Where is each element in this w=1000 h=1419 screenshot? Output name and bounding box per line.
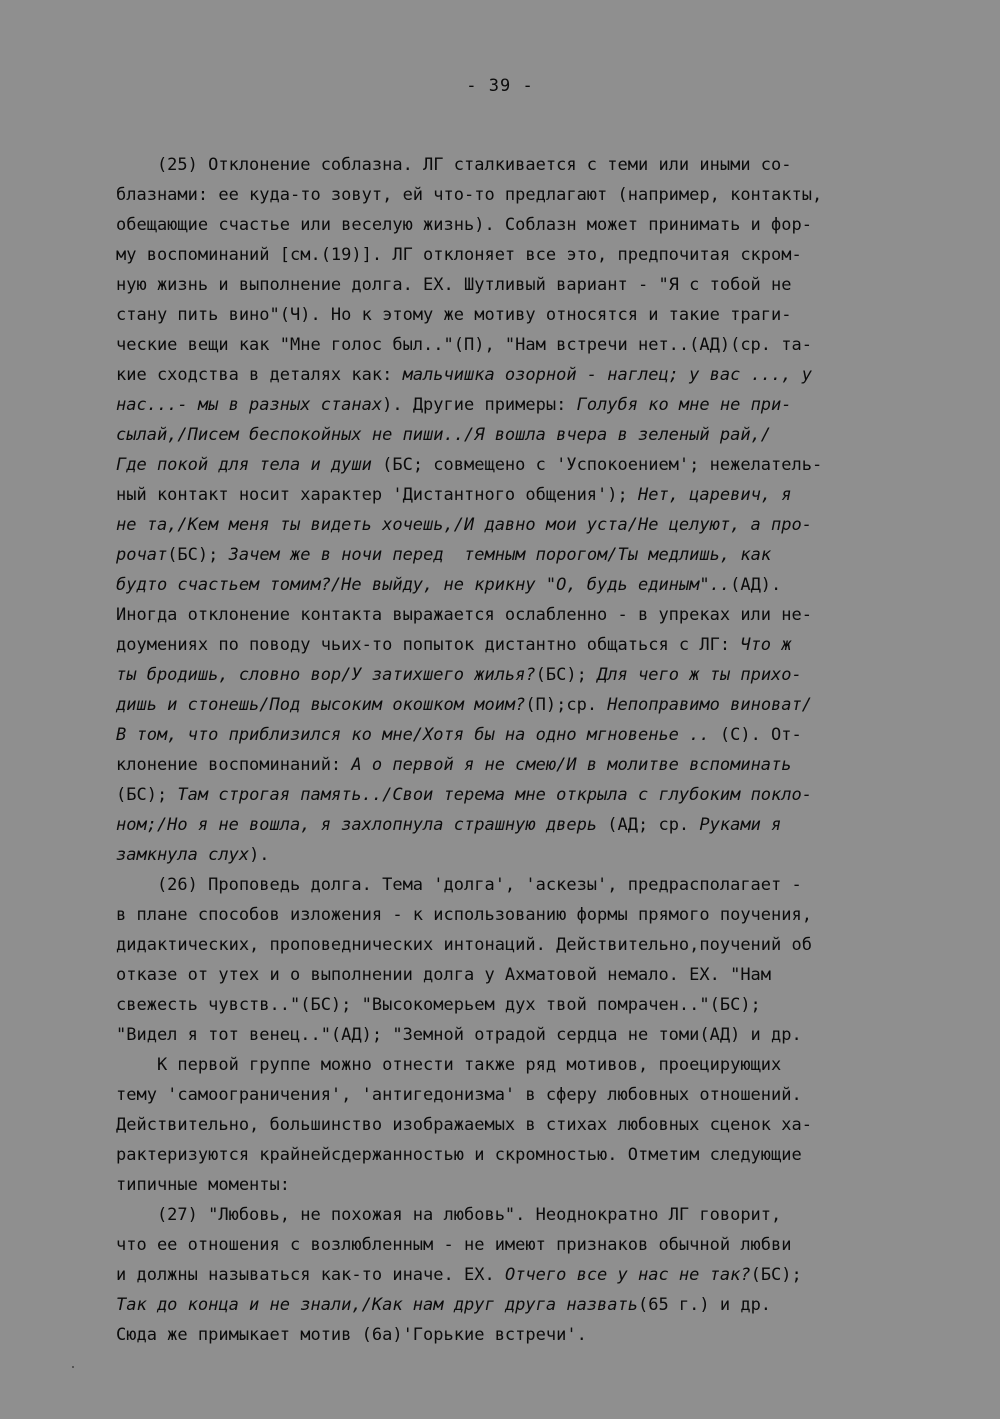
text-line [116, 1290, 931, 1320]
text-line [116, 540, 931, 570]
text-segment: му воспоминаний [см.(19)]. ЛГ отклоняет все это, предпочитая скром- [116, 245, 802, 265]
text-line [116, 600, 931, 630]
text-segment: дидактических, проповеднических интонаций. Действительно,поучений об [116, 935, 812, 955]
text-line [116, 510, 931, 540]
text-segment: свежесть чувств.."(БС); "Высокомерьем дух твой помрачен.."(БС); [116, 995, 761, 1015]
text-line [116, 240, 931, 270]
text-line [116, 660, 931, 690]
text-segment: ). [249, 845, 270, 865]
text-segment: (БС); [535, 665, 598, 685]
text-segment: отказе от утех и о выполнении долга у Ахматовой немало. ЕХ. "Нам [116, 965, 772, 985]
text-segment: типичные моменты: [116, 1175, 290, 1195]
italic-quote-segment: Где покой для тела и души [116, 455, 372, 475]
text-line [116, 150, 931, 180]
text-segment: (АД). [730, 575, 782, 595]
text-line [116, 360, 931, 390]
text-segment: Действительно, большинство изображаемых в стихах любовных сценок ха- [116, 1115, 812, 1135]
italic-quote-segment: Что ж [740, 635, 792, 655]
italic-quote-segment: сылай,/Писем беспокойных не пиши../Я вошла вчера в зеленый рай,/ [116, 425, 772, 445]
italic-quote-segment: Отчего все у нас не так? [504, 1265, 751, 1285]
text-segment: (25) Отклонение соблазна. ЛГ сталкивается с теми или иными со- [116, 155, 792, 175]
italic-quote-segment: ты бродишь, словно вор/У затихшего жилья? [116, 665, 536, 685]
text-segment: Иногда отклонение контакта выражается ослабленно - в упреках или не- [116, 605, 812, 625]
italic-quote-segment: ном;/Но я не вошла, я захлопнула страшную дверь [116, 815, 598, 835]
text-line [116, 390, 931, 420]
text-line [116, 420, 931, 450]
text-line [116, 750, 931, 780]
text-segment: Сюда же примыкает мотив (6а)'Горькие встречи'. [116, 1325, 587, 1345]
text-line [116, 210, 931, 240]
text-segment: рактеризуются крайнейсдержанностью и скромностью. Отметим следующие [116, 1145, 802, 1165]
text-line [116, 990, 931, 1020]
text-line [116, 330, 931, 360]
italic-quote-segment: мальчишка озорной - наглец; у вас ..., у [402, 365, 812, 385]
text-segment: ный контакт носит характер 'Дистантного общения'); [116, 485, 638, 505]
text-line [116, 870, 931, 900]
text-segment: тему 'самоограничения', 'антигедонизма' в сферу любовных отношений. [116, 1085, 802, 1105]
text-segment: (65 г.) и др. [637, 1295, 772, 1315]
text-line [116, 180, 931, 210]
italic-quote-segment: А о первой я не смею/И в молитве вспоминать [351, 755, 792, 775]
text-segment: (БС; совмещено с 'Успокоением'; нежелатель- [371, 455, 823, 475]
italic-quote-segment: будто счастьем томим?/Не выйду, не крикну "О, будь единым".. [116, 575, 731, 595]
text-segment: (27) "Любовь, не похожая на любовь". Неоднократно ЛГ говорит, [116, 1205, 782, 1225]
text-segment: (АД; ср. [597, 815, 700, 835]
italic-quote-segment: Зачем же в ночи перед темным порогом/Ты медлишь, как [228, 545, 772, 565]
text-line [116, 1320, 931, 1350]
text-line [116, 960, 931, 990]
italic-quote-segment: В том, что приблизился ко мне/Хотя бы на одно мгновенье .. [116, 725, 710, 745]
text-segment: (БС); [116, 785, 178, 805]
text-segment: ). Другие примеры: [382, 395, 577, 415]
scan-speck [72, 1366, 74, 1368]
text-line [116, 270, 931, 300]
text-segment: (БС); [750, 1265, 802, 1285]
text-line [116, 1110, 931, 1140]
text-segment: что ее отношения с возлюбленным - не имеют признаков обычной любви [116, 1235, 792, 1255]
text-segment: кие сходства в деталях как: [116, 365, 403, 385]
italic-quote-segment: замкнула слух [116, 845, 250, 865]
text-segment: (26) Проповедь долга. Тема 'долга', 'аскезы', предрасполагает - [116, 875, 802, 895]
italic-quote-segment: дишь и стонешь/Под высоким окошком моим? [116, 695, 526, 715]
italic-quote-segment: не та,/Кем меня ты видеть хочешь,/И давно мои уста/Не целуют, а про- [116, 515, 812, 535]
text-line [116, 810, 931, 840]
italic-quote-segment: Непоправимо виноват/ [607, 695, 812, 715]
text-line [116, 1230, 931, 1260]
text-segment: ную жизнь и выполнение долга. ЕХ. Шутливый вариант - "Я с тобой не [116, 275, 792, 295]
text-segment: в плане способов изложения - к использованию формы прямого поучения, [116, 905, 812, 925]
text-line [116, 1260, 931, 1290]
text-line [116, 570, 931, 600]
text-segment: блазнами: ее куда-то зовут, ей что-то предлагают (например, контакты, [116, 185, 823, 205]
page-number: - 39 - [466, 76, 534, 96]
text-line [116, 930, 931, 960]
text-segment: "Видел я тот венец.."(АД); "Земной отрадой сердца не томи(АД) и др. [116, 1025, 802, 1045]
text-line [116, 300, 931, 330]
text-segment: клонение воспоминаний: [116, 755, 352, 775]
italic-quote-segment: Там строгая память../Свои терема мне открыла с глубоким покло- [177, 785, 812, 805]
text-segment: обещающие счастье или веселую жизнь). Соблазн может принимать и фор- [116, 215, 812, 235]
body-text [116, 150, 931, 1350]
text-line [116, 780, 931, 810]
italic-quote-segment: Так до конца и не знали,/Как нам друг друга назвать [116, 1295, 638, 1315]
text-line [116, 630, 931, 660]
text-line [116, 900, 931, 930]
text-line [116, 1200, 931, 1230]
text-segment: (БС); [167, 545, 229, 565]
text-line [116, 1140, 931, 1170]
text-line [116, 1080, 931, 1110]
text-segment: доумениях по поводу чьих-то попыток дистантно общаться с ЛГ: [116, 635, 741, 655]
text-segment: ческие вещи как "Мне голос был.."(П), "Нам встречи нет..(АД)(ср. та- [116, 335, 812, 355]
italic-quote-segment: рочат [116, 545, 168, 565]
text-line [116, 720, 931, 750]
text-line [116, 690, 931, 720]
text-segment: и должны называться как-то иначе. ЕХ. [116, 1265, 505, 1285]
text-segment: (П);ср. [525, 695, 608, 715]
italic-quote-segment: Руками я [699, 815, 782, 835]
italic-quote-segment: Нет, царевич, я [637, 485, 792, 505]
italic-quote-segment: Голубя ко мне не при- [576, 395, 792, 415]
text-segment: стану пить вино"(Ч). Но к этому же мотиву относятся и такие траги- [116, 305, 792, 325]
text-line [116, 840, 931, 870]
italic-quote-segment: нас...- мы в разных станах [116, 395, 383, 415]
text-line [116, 480, 931, 510]
text-line [116, 1170, 931, 1200]
italic-quote-segment: Для чего ж ты прихо- [597, 665, 802, 685]
text-line [116, 1050, 931, 1080]
text-line [116, 1020, 931, 1050]
text-line [116, 450, 931, 480]
text-segment: К первой группе можно отнести также ряд мотивов, проецирующих [116, 1055, 782, 1075]
text-segment: (С). От- [709, 725, 802, 745]
